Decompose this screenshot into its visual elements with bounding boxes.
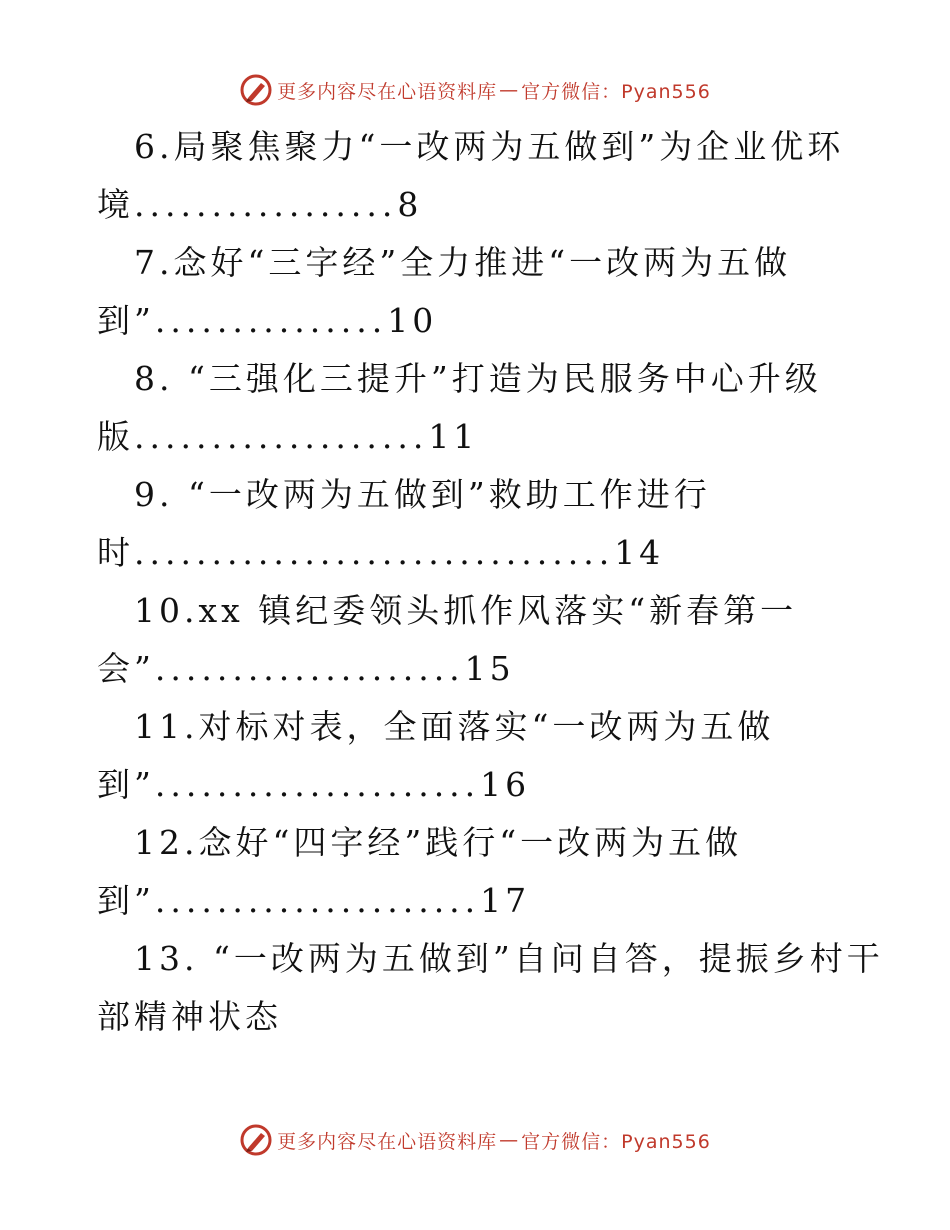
toc-leader: ............... xyxy=(154,301,388,340)
watermark-contact: 官方微信：Pyan556 xyxy=(521,1130,711,1153)
toc-page-number: 15 xyxy=(464,649,515,688)
toc-item-title-cont: 时 xyxy=(97,533,134,572)
toc-leader: .................... xyxy=(154,649,465,688)
toc-leader: ............................... xyxy=(134,533,615,572)
watermark-text: 更多内容尽在心语资料库 xyxy=(277,80,498,103)
toc-item-title: 11.对标对表，全面落实“一改两为五做 xyxy=(134,707,775,746)
toc-item xyxy=(97,350,857,466)
toc-item-title: 7.念好“三字经”全力推进“一改两为五做 xyxy=(134,243,792,282)
footer-watermark xyxy=(0,1120,950,1160)
toc-page-number: 11 xyxy=(428,417,479,456)
pen-logo-icon xyxy=(239,1123,273,1157)
toc-leader: ..................... xyxy=(154,881,481,920)
watermark-dash: — xyxy=(499,1129,520,1151)
toc-item-title: 12.念好“四字经”践行“一改两为五做 xyxy=(134,823,743,862)
toc-item xyxy=(97,118,857,234)
toc-page-number: 8 xyxy=(397,185,423,224)
toc-item-title-cont: 部精神状态 xyxy=(97,997,282,1036)
table-of-contents xyxy=(97,118,884,1046)
toc-item-title-cont: 会” xyxy=(97,649,155,688)
toc-item xyxy=(97,698,857,814)
toc-item-title-cont: 境 xyxy=(97,185,134,224)
toc-item xyxy=(97,930,884,1046)
header-watermark xyxy=(0,70,950,110)
toc-page-number: 14 xyxy=(614,533,665,572)
toc-item xyxy=(97,234,857,350)
toc-leader: ................... xyxy=(134,417,429,456)
watermark-text: 更多内容尽在心语资料库 xyxy=(277,1130,498,1153)
toc-page-number: 10 xyxy=(387,301,438,340)
toc-item xyxy=(97,582,857,698)
toc-item-title: 10.xx 镇纪委领头抓作风落实“新春第一 xyxy=(134,591,798,630)
toc-leader: ................. xyxy=(134,185,398,224)
toc-item xyxy=(97,814,857,930)
toc-page-number: 16 xyxy=(480,765,531,804)
toc-item-title: 13. “一改两为五做到”自问自答，提振乡村干 xyxy=(134,939,884,978)
toc-item xyxy=(97,466,857,582)
toc-item-title-cont: 版 xyxy=(97,417,134,456)
toc-item-title: 8. “三强化三提升”打造为民服务中心升级 xyxy=(134,359,822,398)
toc-item-title-cont: 到” xyxy=(97,301,155,340)
toc-item-title: 9. “一改两为五做到”救助工作进行 xyxy=(134,475,711,514)
watermark-contact: 官方微信：Pyan556 xyxy=(521,80,711,103)
toc-page-number: 17 xyxy=(480,881,531,920)
toc-leader: ..................... xyxy=(154,765,481,804)
watermark-dash: — xyxy=(499,79,520,101)
toc-item-title-cont: 到” xyxy=(97,765,155,804)
toc-item-title-cont: 到” xyxy=(97,881,155,920)
toc-item-title: 6.局聚焦聚力“一改两为五做到”为企业优环 xyxy=(134,127,845,166)
pen-logo-icon xyxy=(239,73,273,107)
